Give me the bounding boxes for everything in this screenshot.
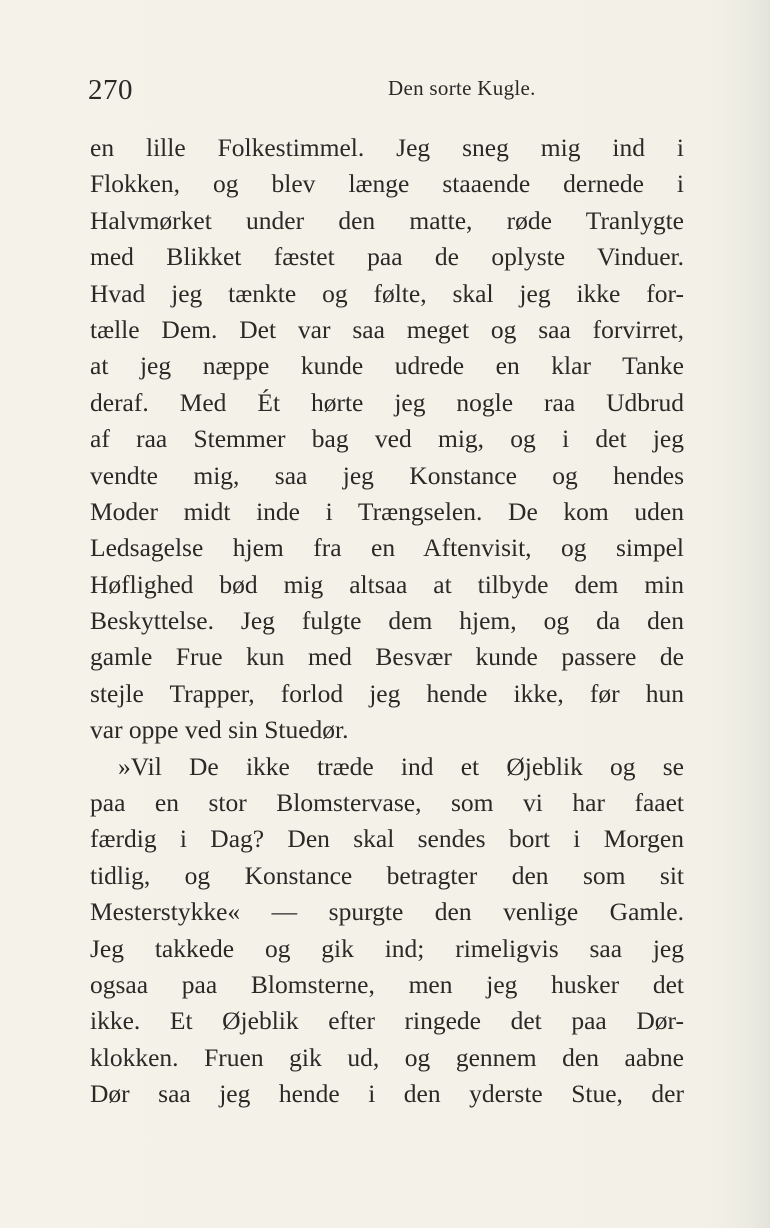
text-line: Jeg takkede og gik ind; rimeligvis saa jeg xyxy=(90,933,684,963)
page-number: 270 xyxy=(88,74,133,106)
text-line-paragraph-start: »Vil De ikke træde ind et Øjeblik og se xyxy=(118,751,684,781)
running-title: Den sorte Kugle. xyxy=(388,76,536,100)
text-line: Ledsagelse hjem fra en Aftenvisit, og simpel xyxy=(90,533,684,563)
text-line: klokken. Fruen gik ud, og gennem den aabne xyxy=(90,1042,684,1072)
text-line: Halvmørket under den matte, røde Tranlygte xyxy=(90,205,684,235)
text-line: at jeg næppe kunde udrede en klar Tanke xyxy=(90,351,684,381)
text-line: gamle Frue kun med Besvær kunde passere de xyxy=(90,642,684,672)
text-line: Dør saa jeg hende i den yderste Stue, der xyxy=(90,1079,684,1109)
text-line: Moder midt inde i Trængselen. De kom uden xyxy=(90,496,684,526)
text-line-paragraph-end: var oppe ved sin Stuedør. xyxy=(90,715,349,745)
text-line: deraf. Med Ét hørte jeg nogle raa Udbrud xyxy=(90,387,684,417)
text-line: tælle Dem. Det var saa meget og saa forvirret, xyxy=(90,314,684,344)
text-line: en lille Folkestimmel. Jeg sneg mig ind i xyxy=(90,133,684,162)
text-line: tidlig, og Konstance betragter den som sit xyxy=(90,860,684,890)
text-line: Hvad jeg tænkte og følte, skal jeg ikke for- xyxy=(90,278,684,308)
text-line: af raa Stemmer bag ved mig, og i det jeg xyxy=(90,424,684,454)
text-line: ogsaa paa Blomsterne, men jeg husker det xyxy=(90,969,684,999)
text-line: Høflighed bød mig altsaa at tilbyde dem min xyxy=(90,569,684,599)
text-line: Mesterstykke« — spurgte den venlige Gamle. xyxy=(90,897,684,927)
body-text xyxy=(90,130,684,1113)
page-header xyxy=(88,66,688,106)
text-line: Beskyttelse. Jeg fulgte dem hjem, og da den xyxy=(90,606,684,636)
text-line: færdig i Dag? Den skal sendes bort i Morgen xyxy=(90,824,684,854)
text-line: ikke. Et Øjeblik efter ringede det paa Dør- xyxy=(90,1006,684,1036)
text-line: med Blikket fæstet paa de oplyste Vinduer. xyxy=(90,242,684,272)
text-line: Flokken, og blev længe staaende dernede i xyxy=(90,169,684,199)
text-line: stejle Trapper, forlod jeg hende ikke, før hun xyxy=(90,678,684,708)
text-line: paa en stor Blomstervase, som vi har faaet xyxy=(90,788,684,818)
text-line: vendte mig, saa jeg Konstance og hendes xyxy=(90,460,684,490)
